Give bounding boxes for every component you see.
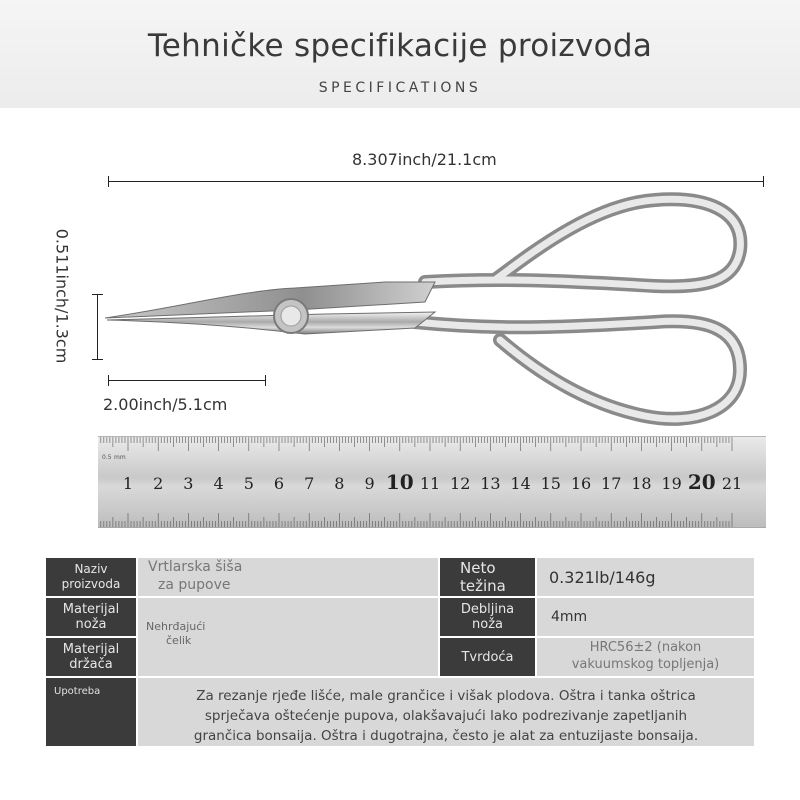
ruler-number: 12 xyxy=(450,474,471,493)
length-dimension-cap-left xyxy=(108,176,109,187)
ruler-unit-label: mm xyxy=(114,454,126,461)
ruler-number: 10 xyxy=(385,470,414,494)
hardness-value: HRC56±2 (nakon vakuumskog topljenja) xyxy=(537,638,754,676)
blade-material-label: Materijal noža xyxy=(46,598,136,636)
ruler-number: 19 xyxy=(661,474,682,493)
page-subtitle: SPECIFICATIONS xyxy=(318,80,482,96)
ruler-number: 16 xyxy=(570,474,592,493)
ruler-number: 3 xyxy=(183,474,194,493)
ruler-number: 6 xyxy=(273,474,285,493)
length-dimension-line xyxy=(108,181,764,182)
length-dimension-cap-right xyxy=(763,176,764,187)
ruler-scale-mark: 0.5 xyxy=(102,454,112,461)
hardness-label: Tvrdoća xyxy=(440,638,535,676)
ruler-number: 15 xyxy=(540,474,561,493)
blade-thickness-label: Debljina noža xyxy=(440,598,535,636)
ruler-number: 8 xyxy=(334,474,345,493)
length-dimension-label: 8.307inch/21.1cm xyxy=(352,150,497,169)
net-weight-value: 0.321lb/146g xyxy=(537,558,754,596)
ruler-number: 11 xyxy=(419,474,441,493)
header-band xyxy=(0,0,800,108)
usage-label-cell: Upotreba xyxy=(46,678,136,746)
ruler-number: 21 xyxy=(721,474,743,493)
bonsai-scissors-image xyxy=(95,190,755,430)
ruler-number: 2 xyxy=(153,474,164,493)
ruler-number: 14 xyxy=(510,474,531,493)
usage-value: Za rezanje rjeđe lišće, male grančice i višak plodova. Oštra i tanka oštrica sprječava oštećenje pupova, olakšavajući lako podrezivanje zapetljanih grančica bonsaija. Oštra i dugotrajna, često je alat za entuzijaste bonsaija. xyxy=(138,678,754,746)
material-value: Nehrđajući čelik xyxy=(138,598,438,676)
product-name-label: Naziv proizvoda xyxy=(46,558,136,596)
ruler-image xyxy=(98,436,766,528)
ruler-number: 4 xyxy=(213,474,224,493)
handle-material-label: Materijal držača xyxy=(46,638,136,676)
ruler-number: 5 xyxy=(243,474,254,493)
blade-width-dimension-label: 0.511inch/1.3cm xyxy=(52,228,72,364)
blade-length-dimension-label: 2.00inch/5.1cm xyxy=(103,395,228,414)
ruler-number: 18 xyxy=(631,474,652,493)
blade-thickness-value: 4mm xyxy=(537,598,754,636)
page-title: Tehničke specifikacije proizvoda xyxy=(147,28,653,64)
product-name-value: Vrtlarska šiša za pupove xyxy=(138,558,438,596)
ruler-number: 20 xyxy=(687,470,716,494)
ruler-number: 17 xyxy=(601,474,622,493)
ruler-number: 13 xyxy=(480,474,501,493)
ruler-number: 1 xyxy=(122,474,134,493)
ruler-number: 7 xyxy=(304,474,315,493)
net-weight-label: Neto težina xyxy=(440,558,535,596)
ruler-number: 9 xyxy=(364,474,375,493)
